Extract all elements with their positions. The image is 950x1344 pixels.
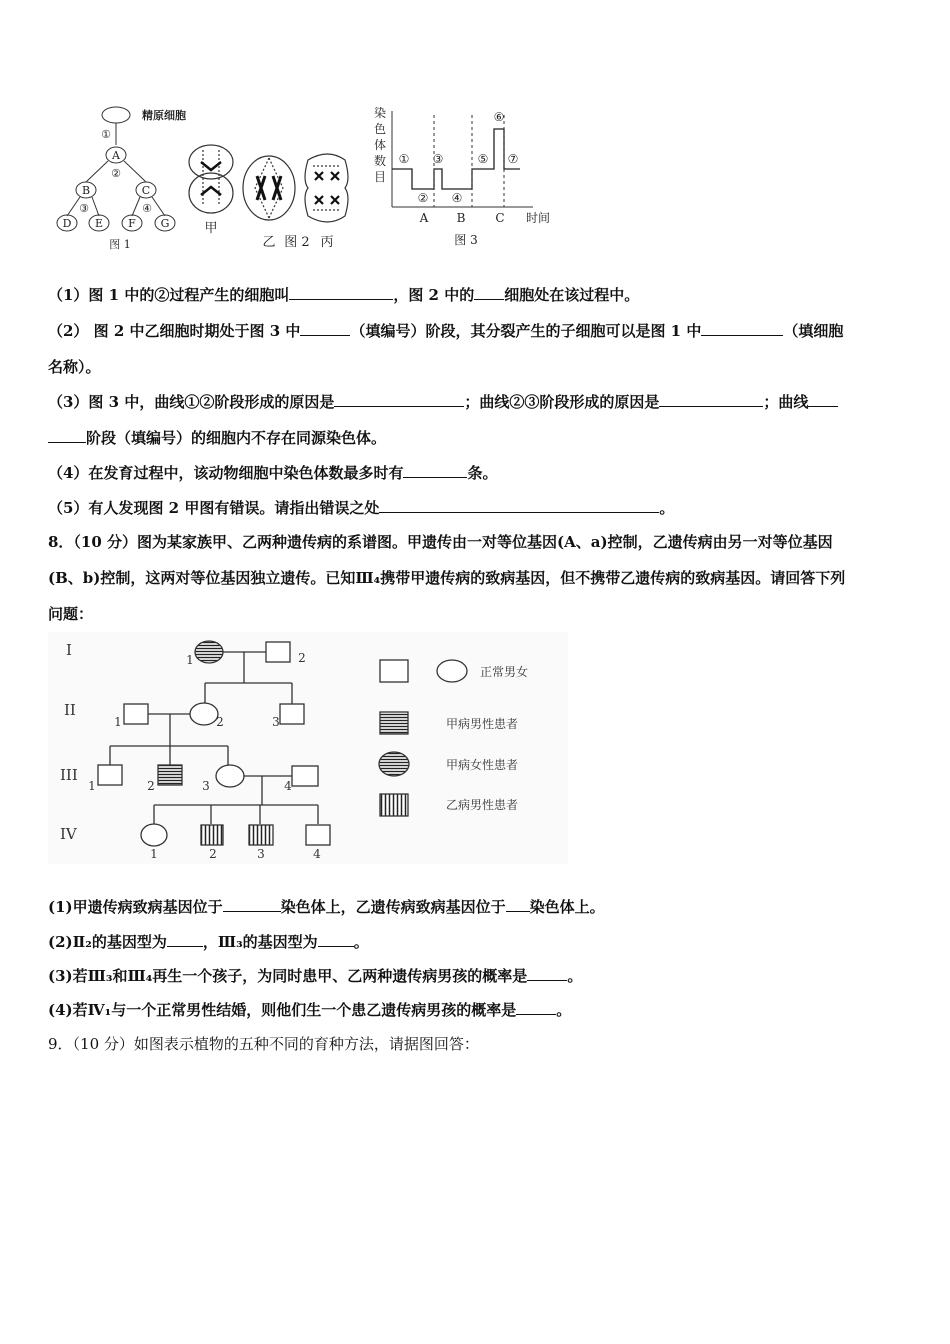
- q7-p3-text-c: ；曲线: [763, 393, 809, 411]
- fig1-node-b: B: [81, 184, 91, 197]
- q8-s3-blank[interactable]: [527, 966, 567, 981]
- legend-disease-a-male-symbol: [380, 712, 408, 734]
- fig3-ylabel-4: 数: [374, 154, 387, 168]
- legend-disease-b-male-text: 乙病男性患者: [446, 798, 519, 812]
- fig1-node-a: A: [112, 149, 120, 162]
- legend-disease-a-male-text: 甲病男性患者: [446, 717, 519, 731]
- label-iii1: 1: [88, 779, 96, 793]
- q7-p2-text-d: 名称）。: [48, 358, 101, 376]
- q7-p1-blank-2[interactable]: [474, 285, 504, 300]
- q8-s4-blank[interactable]: [516, 1000, 556, 1015]
- fig2-label-yi: 乙: [262, 235, 276, 250]
- fig3-tick-c: C: [495, 211, 505, 225]
- fig2-caption: 图 2: [284, 235, 310, 250]
- q7-p4-text-a: （4）在发育过程中，该动物细胞中染色体数最多时有: [48, 464, 404, 482]
- fig2-label-bing: 丙: [320, 235, 334, 250]
- pedigree-iv1-female-normal: [141, 824, 167, 846]
- label-ii2: 2: [216, 715, 224, 729]
- cell-jia: [189, 145, 233, 213]
- cell-bing: [305, 154, 348, 222]
- legend-disease-a-female-symbol: [379, 752, 409, 776]
- q7-p2-text-c: （填细胞: [783, 322, 844, 340]
- q7-p3-blank-3[interactable]: [808, 392, 838, 407]
- pedigree-ii1-male-normal: [124, 704, 148, 724]
- pedigree-ii3-male-normal: [280, 704, 304, 724]
- fig1-step4: ④: [142, 202, 152, 215]
- q8-intro-line-1: [48, 532, 833, 552]
- q8-s3-text-b: 。: [567, 967, 583, 985]
- figure-2-cell-division: [183, 140, 363, 255]
- q7-p3-text-b: ；曲线②③阶段形成的原因是: [464, 393, 660, 411]
- q7-p3-text-d: 阶段（填编号）的细胞内不存在同源染色体。: [86, 429, 387, 447]
- legend-normal-female-symbol: [437, 660, 467, 682]
- label-ii3: 3: [272, 715, 280, 729]
- pedigree-iv4-male-normal: [306, 825, 330, 845]
- q7-p1-text-c: 细胞处在该过程中。: [504, 286, 640, 304]
- gen-label-ii: II: [64, 701, 76, 719]
- legend-disease-a-female-text: 甲病女性患者: [446, 758, 519, 772]
- label-iii3: 3: [202, 779, 210, 793]
- q8-s2-text-b: ，Ⅲ₃的基因型为: [202, 933, 318, 951]
- fig3-ylabel-5: 目: [374, 170, 387, 184]
- fig1-step1: ①: [101, 128, 111, 141]
- legend-normal-text: 正常男女: [480, 665, 529, 679]
- q8-s2-blank-2[interactable]: [318, 932, 354, 947]
- fig1-leaf-d: D: [62, 217, 72, 230]
- q8-s1-text-b: 染色体上，乙遗传病致病基因位于: [280, 898, 506, 916]
- q7-p2-blank-1[interactable]: [300, 321, 350, 336]
- q7-p2-text-a: （2） 图 2 中乙细胞时期处于图 3 中: [48, 322, 301, 340]
- fig1-leaf-g: G: [160, 217, 170, 230]
- figure-1-spermatogenesis-tree: [48, 103, 198, 253]
- q7-line-3: [48, 357, 101, 377]
- pedigree-i2-male-normal: [266, 642, 290, 662]
- fig3-stage-3: ③: [432, 152, 444, 166]
- q7-p4-blank[interactable]: [403, 463, 467, 478]
- q8-s2: [48, 932, 369, 952]
- fig1-leaf-e: E: [94, 217, 104, 230]
- gen-label-i: I: [66, 641, 72, 659]
- q8-intro-3: 问题：: [48, 605, 94, 623]
- fig1-step2: ②: [111, 167, 121, 180]
- q7-line-7: [48, 498, 674, 518]
- q8-s4: [48, 1000, 571, 1020]
- fig3-curve: [392, 129, 520, 189]
- q8-s2-text-a: (2)Ⅱ₂的基因型为: [48, 933, 167, 951]
- label-i1: 1: [186, 653, 194, 667]
- fig1-caption: 图 1: [109, 238, 131, 251]
- q7-p3-blank-1[interactable]: [334, 392, 464, 407]
- q7-line-1: [48, 285, 639, 305]
- q8-s1-text-a: (1)甲遗传病致病基因位于: [48, 898, 223, 916]
- legend-disease-b-male-symbol: [380, 794, 408, 816]
- q8-s3-text-a: (3)若Ⅲ₃和Ⅲ₄再生一个孩子，为同时患甲、乙两种遗传病男孩的概率是: [48, 967, 528, 985]
- pedigree-iv3-male-disease-b: [249, 825, 273, 845]
- fig3-ylabel-2: 色: [374, 122, 387, 136]
- label-i2: 2: [298, 651, 306, 665]
- q7-p2-text-b: （填编号）阶段，其分裂产生的子细胞可以是图 1 中: [350, 322, 702, 340]
- q7-p1-blank-1[interactable]: [289, 285, 393, 300]
- q8-intro-line-3: [48, 604, 93, 624]
- pedigree-iii4-male-normal: [292, 766, 318, 786]
- q7-p1-text-b: ，图 2 中的: [393, 286, 475, 304]
- fig1-node-c: C: [141, 184, 151, 197]
- q8-s4-text-a: (4)若Ⅳ₁与一个正常男性结婚，则他们生一个患乙遗传病男孩的概率是: [48, 1001, 517, 1019]
- pedigree-iii2-male-disease-a: [158, 765, 182, 785]
- pedigree-chart: [48, 632, 568, 864]
- q8-intro-line-2: [48, 568, 845, 588]
- cell-yi: [243, 156, 295, 220]
- fig3-stage-6: ⑥: [493, 110, 505, 124]
- fig1-step3: ③: [79, 202, 89, 215]
- gen-label-iii: III: [60, 766, 78, 784]
- label-iv3: 3: [257, 847, 265, 861]
- fig3-stage-5: ⑤: [477, 152, 489, 166]
- fig2-label-jia: 甲: [204, 221, 218, 236]
- fig1-top-label: 精原细胞: [142, 109, 186, 122]
- label-iv1: 1: [150, 847, 158, 861]
- q9-intro-line: [48, 1034, 479, 1054]
- q8-s2-blank-1[interactable]: [167, 932, 203, 947]
- label-iii2: 2: [147, 779, 155, 793]
- q9-intro: 9．（10 分）如图表示植物的五种不同的育种方法，请据图回答：: [48, 1035, 479, 1053]
- q8-s4-text-b: 。: [556, 1001, 572, 1019]
- q7-line-2: [48, 321, 843, 341]
- q7-p5-text-a: （5）有人发现图 2 甲图有错误。请指出错误之处: [48, 499, 380, 517]
- fig3-tick-b: B: [456, 211, 466, 225]
- fig3-tick-a: A: [419, 211, 429, 225]
- q8-s3: [48, 966, 582, 986]
- q8-s1-text-c: 染色体上。: [529, 898, 605, 916]
- figure-3-chromosome-curve: [368, 103, 558, 248]
- fig3-stage-1: ①: [398, 152, 410, 166]
- pedigree-iii3-female-normal: [216, 765, 244, 787]
- q7-p3-blank-2[interactable]: [659, 392, 763, 407]
- q7-line-4: [48, 392, 838, 412]
- q8-intro-1: 8．（10 分）图为某家族甲、乙两种遗传病的系谱图。甲遗传由一对等位基因(A、a)控制，乙遗传病由另一对等位基因: [48, 533, 833, 551]
- label-iv2: 2: [209, 847, 217, 861]
- q7-line-5: [48, 428, 386, 448]
- q7-p1-text-a: （1）图 1 中的②过程产生的细胞叫: [48, 286, 290, 304]
- pedigree-iv2-male-disease-b: [201, 825, 223, 845]
- q7-p3-blank-3-cont[interactable]: [48, 428, 86, 443]
- q7-p5-blank[interactable]: [379, 498, 659, 513]
- q7-p2-blank-2[interactable]: [701, 321, 783, 336]
- fig3-ylabel-1: 染: [374, 106, 387, 120]
- q8-intro-2: (B、b)控制，这两对等位基因独立遗传。已知Ⅲ₄携带甲遗传病的致病基因，但不携带乙遗传病的致病基因。请回答下列: [48, 569, 846, 587]
- pedigree-iii1-male-normal: [98, 765, 122, 785]
- q8-s1-blank-1[interactable]: [223, 897, 281, 912]
- fig3-ylabel-3: 体: [374, 138, 387, 152]
- pedigree-ii2-female-normal: [190, 703, 218, 725]
- fig3-xlabel: 时间: [525, 211, 551, 225]
- fig3-stage-4: ④: [451, 191, 463, 205]
- label-iv4: 4: [313, 847, 321, 861]
- q7-p4-text-b: 条。: [467, 464, 498, 482]
- q7-p5-text-b: 。: [659, 499, 675, 517]
- gen-label-iv: IV: [60, 825, 77, 843]
- label-ii1: 1: [114, 715, 122, 729]
- q8-s2-text-c: 。: [353, 933, 369, 951]
- legend-normal-male-symbol: [380, 660, 408, 682]
- fig3-stage-7: ⑦: [507, 152, 519, 166]
- q8-s1: [48, 897, 605, 917]
- q7-line-6: [48, 463, 497, 483]
- fig3-stage-2: ②: [417, 191, 429, 205]
- fig3-caption: 图 3: [454, 233, 478, 247]
- q7-p3-text-a: （3）图 3 中，曲线①②阶段形成的原因是: [48, 393, 335, 411]
- fig1-leaf-f: F: [128, 217, 136, 230]
- label-iii4: 4: [284, 779, 292, 793]
- pedigree-i1-female-disease-a: [195, 641, 223, 663]
- q8-s1-blank-2[interactable]: [506, 897, 530, 912]
